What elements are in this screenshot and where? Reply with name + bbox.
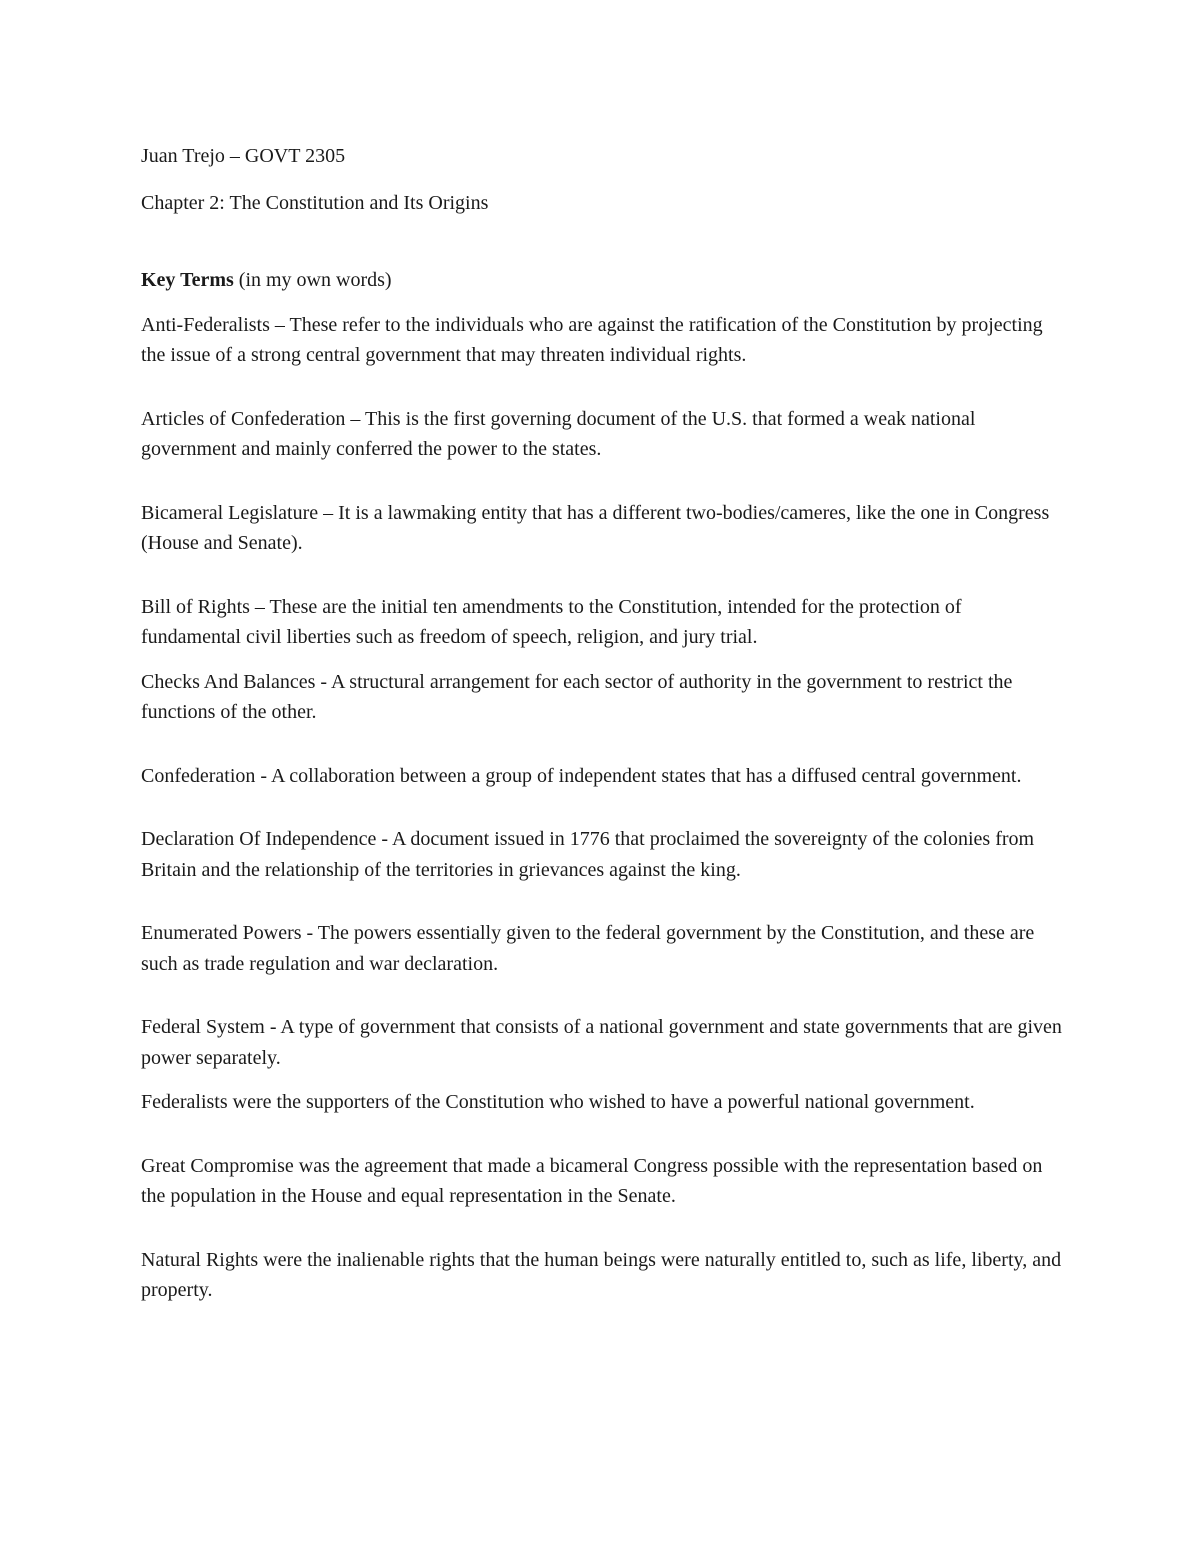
entry-confederation: Confederation - A collaboration between a group of independent states that has a diffused central government. bbox=[141, 764, 1022, 787]
key-terms-heading: Key Terms bbox=[141, 269, 234, 291]
document-body bbox=[141, 141, 1066, 1306]
entry-declaration-of-independence: Declaration Of Independence - A document issued in 1776 that proclaimed the sovereignty of the colonies from Britain and the relationship of the territories in grievances against the king. bbox=[141, 828, 1035, 881]
entry-natural-rights: Natural Rights were the inalienable rights that the human beings were naturally entitled to, such as life, liberty, and property. bbox=[141, 1248, 1062, 1301]
entry-enumerated-powers: Enumerated Powers - The powers essentially given to the federal government by the Constitution, and these are such as trade regulation and war declaration. bbox=[141, 922, 1035, 975]
entry-checks-and-balances: Checks And Balances - A structural arrangement for each sector of authority in the government to restrict the functions of the other. bbox=[141, 670, 1013, 723]
key-terms-subtitle: (in my own words) bbox=[233, 269, 392, 291]
entry-anti-federalists: Anti-Federalists – These refer to the individuals who are against the ratification of the Constitution by projecting the issue of a strong central government that may threaten individual rights. bbox=[141, 313, 1043, 366]
key-terms-heading-line bbox=[141, 265, 1066, 296]
entry-articles-of-confederation: Articles of Confederation – This is the first governing document of the U.S. that formed a weak national government and mainly conferred the power to the states. bbox=[141, 407, 976, 460]
chapter-title: Chapter 2: The Constitution and Its Origins bbox=[141, 191, 489, 214]
entry-bicameral-legislature: Bicameral Legislature – It is a lawmaking entity that has a different two-bodies/cameres, like the one in Congress (House and Senate). bbox=[141, 501, 1050, 554]
entry-federalists: Federalists were the supporters of the Constitution who wished to have a powerful national government. bbox=[141, 1091, 975, 1113]
author-line: Juan Trejo – GOVT 2305 bbox=[141, 145, 346, 167]
entry-great-compromise: Great Compromise was the agreement that made a bicameral Congress possible with the representation based on the population in the House and equal representation in the Senate. bbox=[141, 1154, 1043, 1207]
entry-bill-of-rights: Bill of Rights – These are the initial ten amendments to the Constitution, intended for the protection of fundamental civil liberties such as freedom of speech, religion, and jury trial. bbox=[141, 595, 962, 648]
entry-federal-system: Federal System - A type of government that consists of a national government and state governments that are given power separately. bbox=[141, 1016, 1062, 1069]
